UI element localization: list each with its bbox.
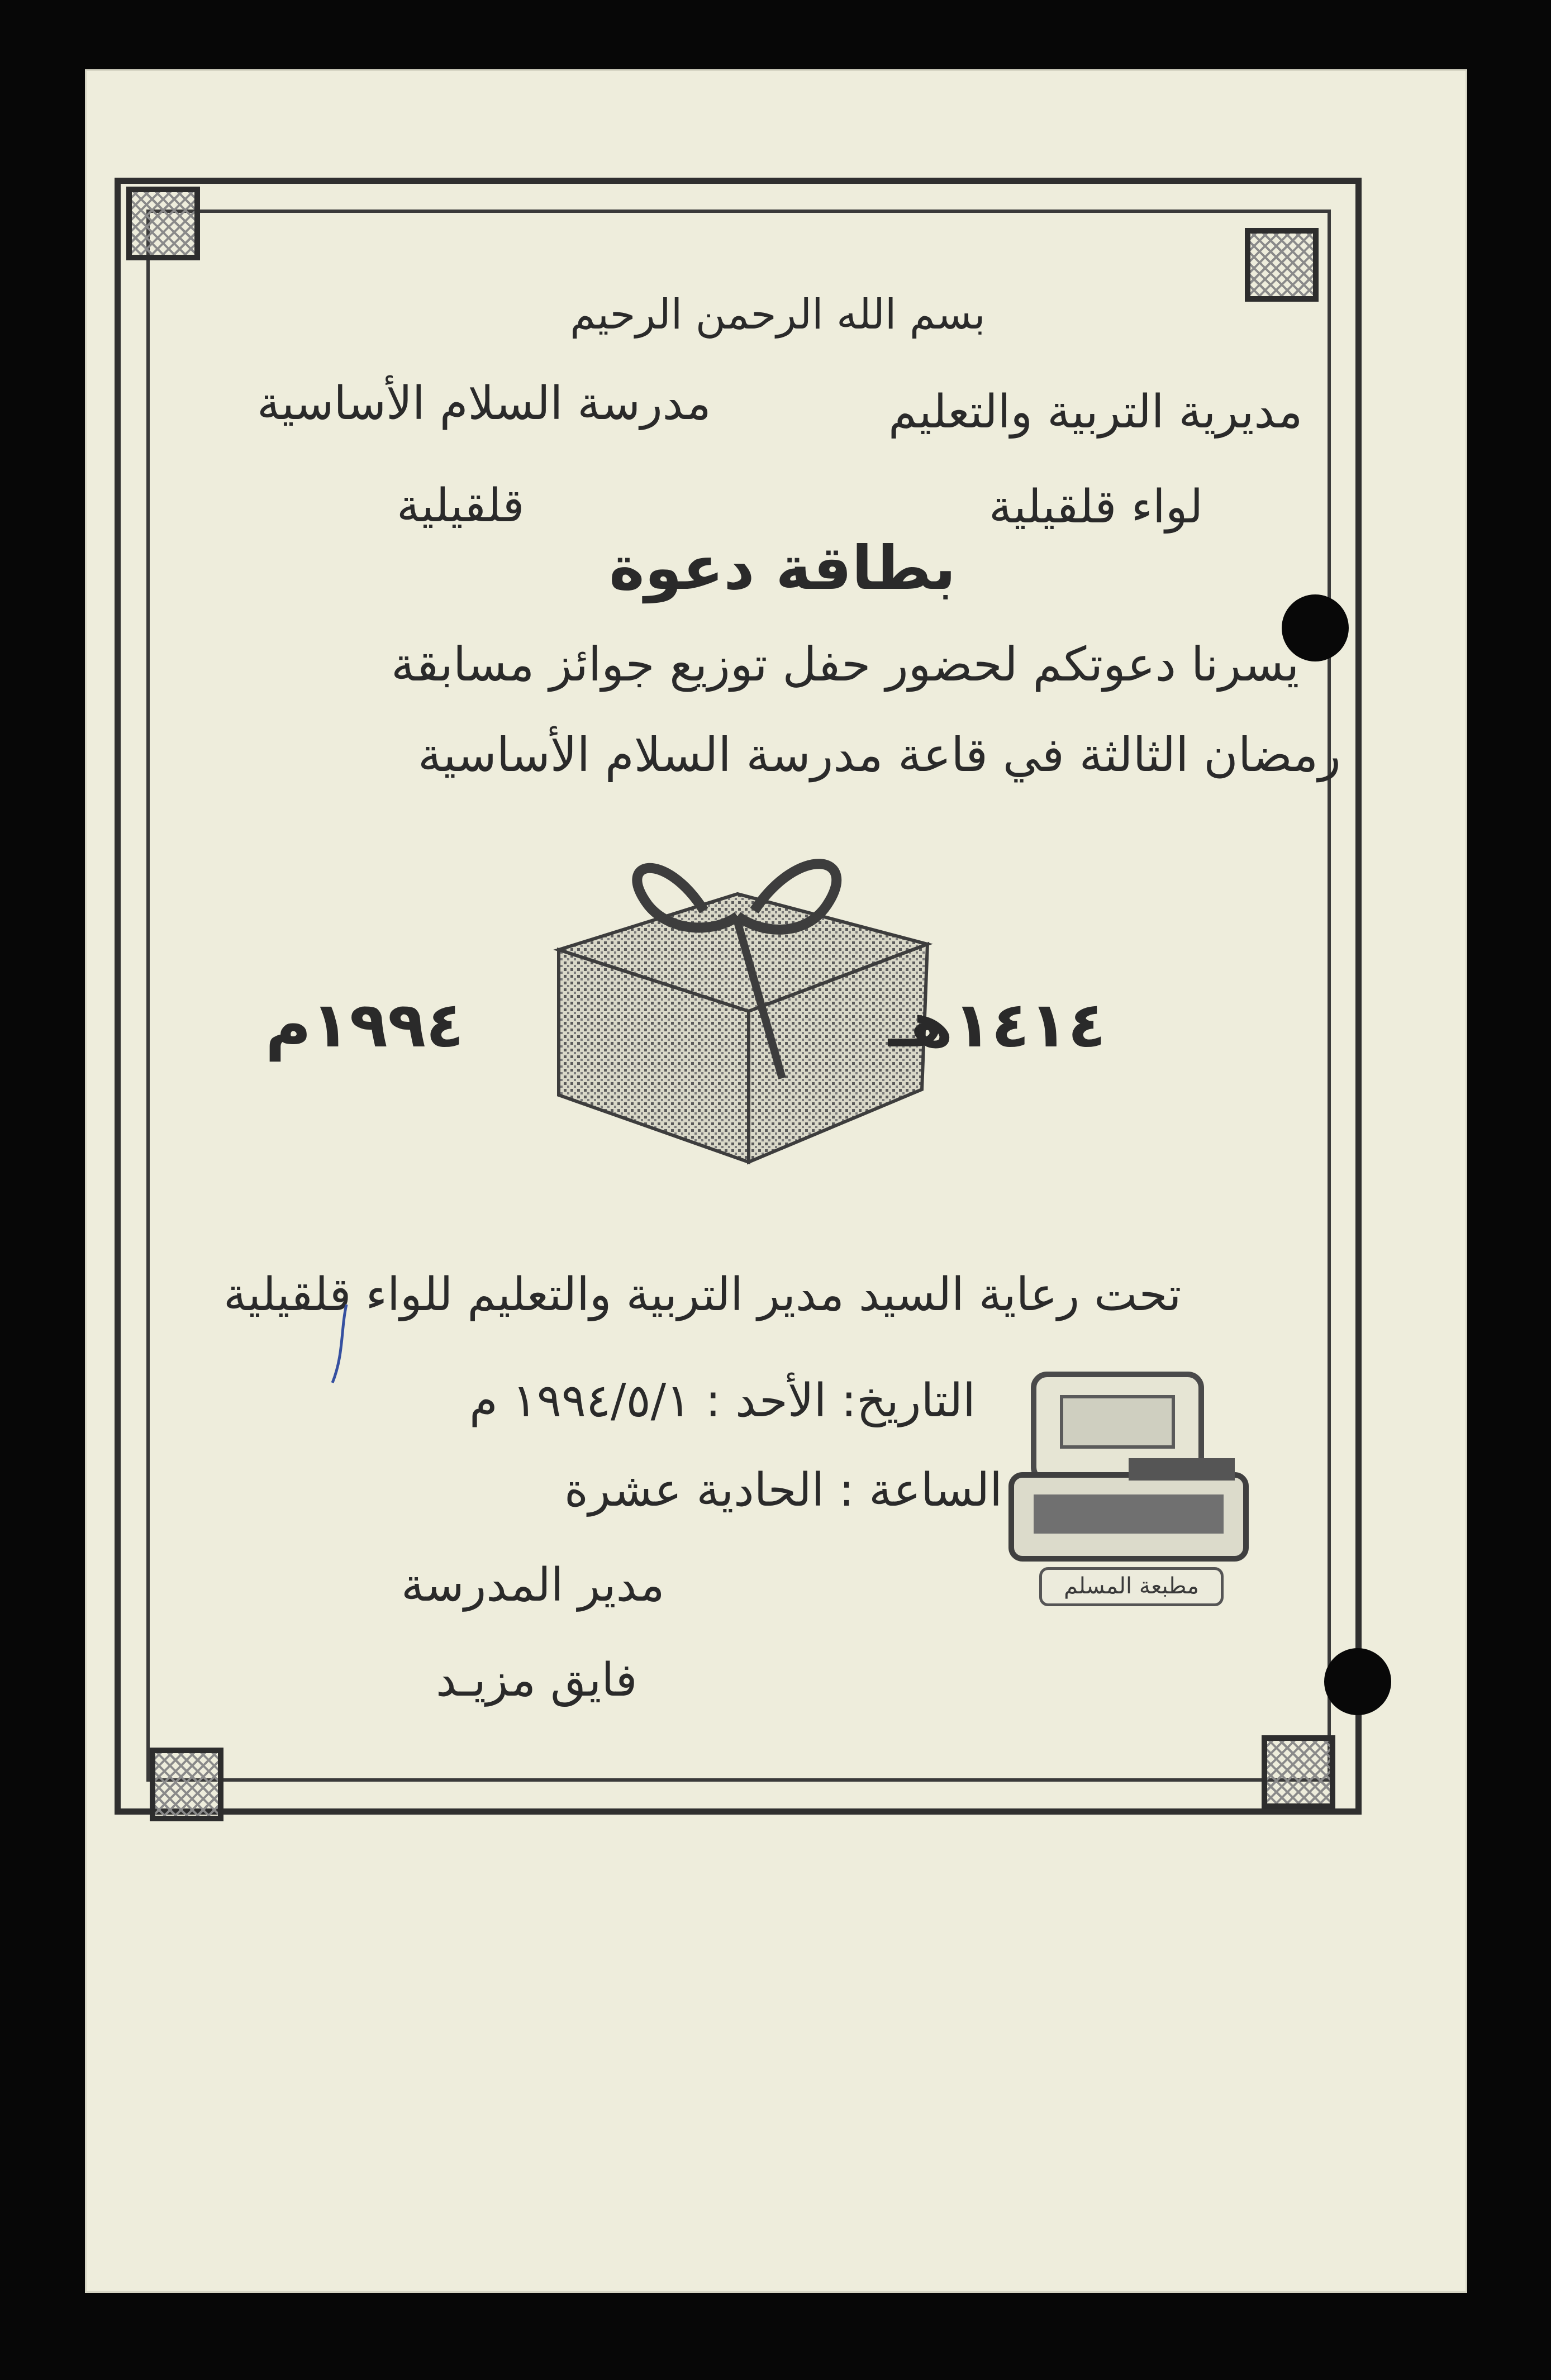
principal-title: مدير المدرسة <box>401 1559 665 1612</box>
event-date: التاريخ: الأحد : ١٩٩٤/٥/١ م <box>469 1374 976 1427</box>
corner-ornament <box>1262 1735 1335 1809</box>
pen-mark <box>330 1302 352 1386</box>
directorate-name: مديرية التربية والتعليم <box>888 385 1303 439</box>
city-name: قلقيلية <box>397 479 525 532</box>
printer-stamp-caption: مطبعة المسلم <box>1039 1567 1224 1606</box>
event-time: الساعة : الحادية عشرة <box>564 1464 1002 1517</box>
school-name: مدرسة السلام الأساسية <box>257 377 711 430</box>
principal-name: فايق مزيـد <box>436 1654 637 1707</box>
corner-ornament <box>1245 228 1319 302</box>
patronage-line: تحت رعاية السيد مدير التربية والتعليم للواء قلقيلية <box>223 1268 1182 1321</box>
corner-ornament <box>126 187 200 260</box>
gregorian-year: ١٩٩٤م <box>265 989 464 1062</box>
gift-box-icon <box>536 827 939 1173</box>
district-name: لواء قلقيلية <box>989 480 1203 534</box>
invitation-text-line1: يسرنا دعوتكم لحضور حفل توزيع جوائز مسابقة <box>391 637 1300 692</box>
card-title: بطاقة دعوة <box>609 534 956 603</box>
basmala: بسم الله الرحمن الرحيم <box>570 291 986 339</box>
corner-ornament <box>150 1748 223 1821</box>
invitation-text-line2: رمضان الثالثة في قاعة مدرسة السلام الأساسية <box>418 727 1341 782</box>
hijri-year: ١٤١٤هـ <box>888 989 1106 1062</box>
punch-hole <box>1324 1648 1391 1715</box>
